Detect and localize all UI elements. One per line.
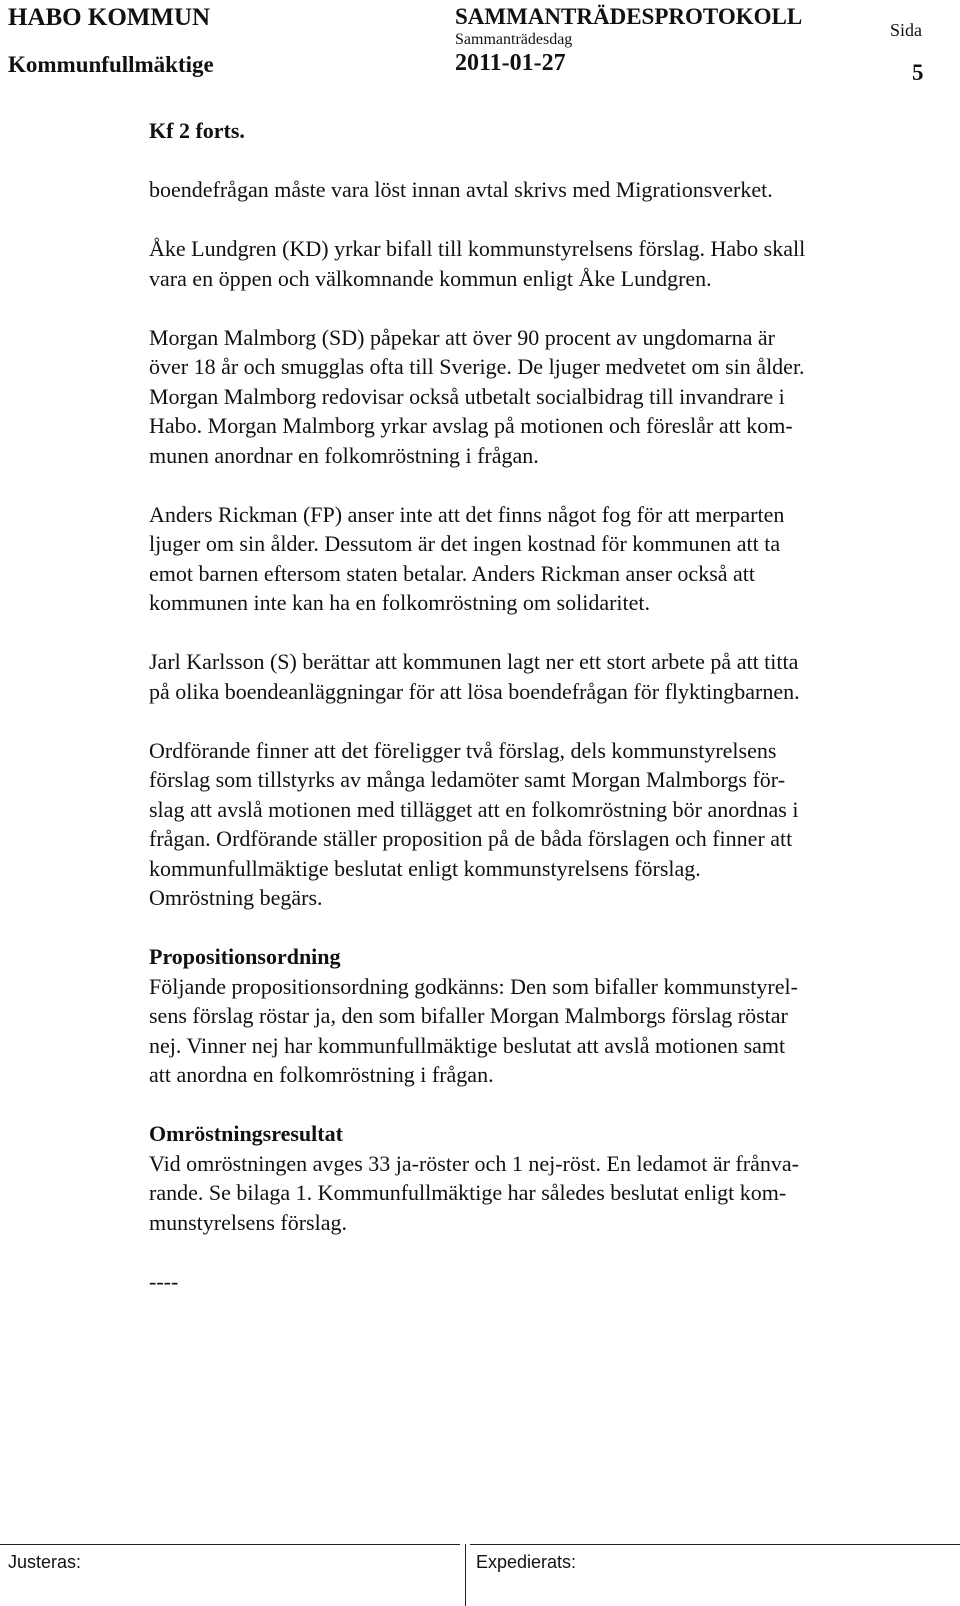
document-type: SAMMANTRÄDESPROTOKOLL — [455, 4, 803, 29]
paragraph — [149, 1149, 929, 1238]
text-line: Åke Lundgren (KD) yrkar bifall till kommunstyrelsens förslag. Habo skall — [149, 236, 806, 261]
text-line: kommunfullmäktige beslutat enligt kommunstyrelsens förslag. — [149, 855, 701, 881]
paragraph — [149, 736, 929, 913]
paragraph — [149, 647, 929, 706]
section-heading: Propositionsordning — [149, 944, 341, 969]
text-line: ljuger om sin ålder. Dessutom är det ingen kostnad för kommunen att ta — [149, 531, 781, 556]
text-line: över 18 år och smugglas ofta till Sverige. De ljuger medvetet om sin ålder. — [149, 354, 805, 379]
text-line: sens förslag röstar ja, den som bifaller Morgan Malmborgs förslag röstar — [149, 1003, 788, 1028]
paragraph — [149, 234, 929, 293]
paragraph: boendefrågan måste vara löst innan avtal skrivs med Migrationsverket. — [149, 177, 773, 202]
text-line: emot barnen eftersom staten betalar. Anders Rickman anser också att — [149, 560, 756, 586]
text-line: att anordna en folkomröstning i frågan. — [149, 1062, 494, 1087]
text-line: Morgan Malmborg redovisar också utbetalt socialbidrag till invandrare i — [149, 383, 785, 409]
meeting-date: 2011-01-27 — [455, 50, 566, 76]
text-line: frågan. Ordförande ställer proposition på de båda förslagen och finner att — [149, 826, 793, 851]
section-reference: Kf 2 forts. — [149, 118, 245, 143]
text-line: på olika boendeanläggningar för att lösa boendefrågan för flyktingbarnen. — [149, 678, 800, 704]
page-number: 5 — [912, 60, 924, 85]
paragraph — [149, 323, 929, 471]
signature-label-expedierats: Expedierats: — [476, 1552, 577, 1572]
text-line: Ordförande finner att det föreligger två förslag, dels kommunstyrelsens — [149, 737, 777, 763]
text-line: vara en öppen och välkomnande kommun enligt Åke Lundgren. — [149, 265, 712, 291]
text-line: nej. Vinner nej har kommunfullmäktige beslutat att avslå motionen samt — [149, 1032, 786, 1058]
text-line: Morgan Malmborg (SD) påpekar att över 90 procent av ungdomarna är — [149, 324, 776, 350]
text-line: slag att avslå motionen med tillägget att en folkomröstning bör anordnas i — [149, 796, 799, 822]
text-line: Följande propositionsordning godkänns: Den som bifaller kommunstyrel- — [149, 973, 798, 999]
text-line: Jarl Karlsson (S) berättar att kommunen lagt ner ett stort arbete på att titta — [149, 649, 799, 674]
text-line: förslag som tillstyrks av många ledamöter samt Morgan Malmborgs för- — [149, 767, 786, 792]
paragraph — [149, 972, 929, 1090]
paragraph — [149, 500, 929, 618]
text-line: kommunen inte kan ha en folkomröstning om solidaritet. — [149, 590, 651, 615]
text-line: Anders Rickman (FP) anser inte att det finns något fog för att merparten — [149, 501, 785, 527]
protocol-body — [149, 116, 929, 1296]
text-line: rande. Se bilaga 1. Kommunfullmäktige har således beslutat enligt kom- — [149, 1180, 787, 1205]
organization-name: HABO KOMMUN — [8, 4, 211, 31]
body-name: Kommunfullmäktige — [8, 52, 214, 77]
footer-divider — [465, 1544, 466, 1606]
text-line: Habo. Morgan Malmborg yrkar avslag på motionen och föreslår att kom- — [149, 413, 793, 438]
footer-rule-right — [470, 1544, 960, 1545]
text-line: munen anordnar en folkomröstning i frågan. — [149, 442, 539, 468]
text-line: Vid omröstningen avges 33 ja-röster och 1 nej-röst. En ledamot är frånva- — [149, 1150, 799, 1176]
section-heading: Omröstningsresultat — [149, 1121, 343, 1146]
text-line: Omröstning begärs. — [149, 885, 323, 910]
text-line: munstyrelsens förslag. — [149, 1209, 347, 1235]
signature-label-justeras: Justeras: — [8, 1552, 82, 1572]
end-marker: ---- — [149, 1268, 179, 1294]
page-label: Sida — [890, 20, 923, 40]
footer-rule-left — [0, 1544, 460, 1545]
meeting-date-label: Sammanträdesdag — [455, 31, 573, 48]
